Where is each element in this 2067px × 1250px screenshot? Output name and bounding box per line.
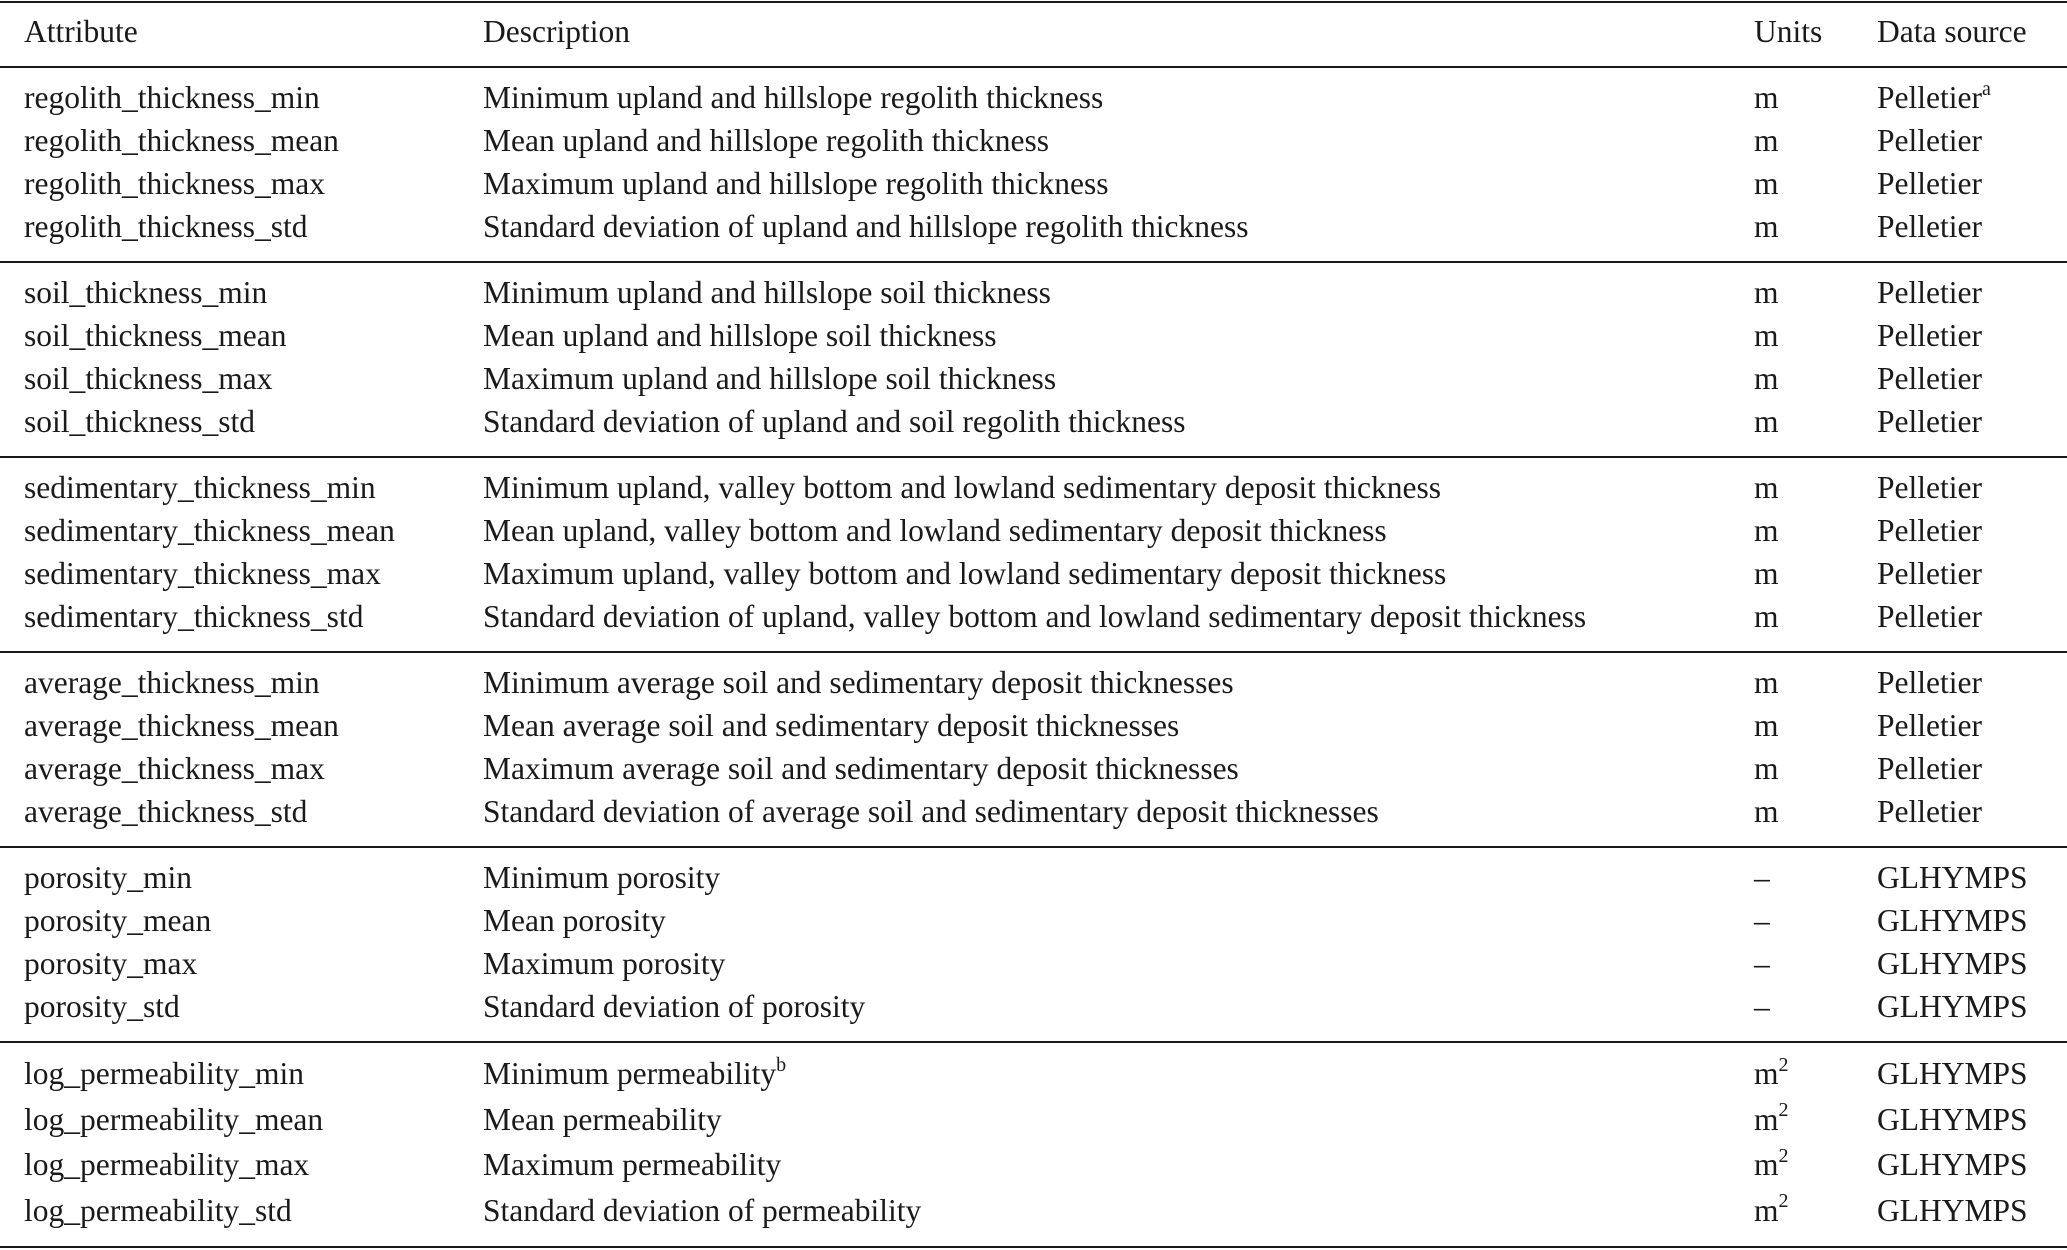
cell-units [1754,512,1779,550]
cell-description [483,274,1051,312]
cell-attribute [24,1055,304,1093]
cell-units-text: m [1754,513,1779,548]
group-divider-rule [0,261,2067,263]
cell-description [483,1146,781,1184]
cell-units [1754,1101,1789,1139]
cell-units [1754,902,1770,940]
cell-attribute-text: porosity_mean [24,903,212,938]
cell-description [483,122,1049,160]
cell-units-text: m [1754,1147,1779,1182]
cell-units-text: m [1754,166,1779,201]
cell-description-text: Maximum upland, valley bottom and lowland sedimentary deposit thickness [483,556,1447,591]
cell-units-text: m [1754,794,1779,829]
cell-source-text: GLHYMPS [1877,903,2028,938]
bottom-rule [0,1246,2067,1248]
cell-units [1754,79,1779,117]
cell-units-text: m [1754,665,1779,700]
cell-attribute [24,403,255,441]
cell-attribute-text: porosity_min [24,860,193,895]
cell-description-text: Mean average soil and sedimentary deposit thicknesses [483,708,1180,743]
cell-units-text: m [1754,80,1779,115]
cell-description [483,1192,921,1230]
cell-units-text: m [1754,404,1779,439]
cell-attribute [24,208,307,246]
cell-description [483,707,1179,745]
cell-units [1754,859,1770,897]
cell-attribute-text: average_thickness_min [24,665,320,700]
header-rule [0,66,2067,68]
cell-description-text: Mean upland and hillslope regolith thickness [483,123,1050,158]
cell-description [483,793,1379,831]
cell-description-text: Standard deviation of porosity [483,989,866,1024]
cell-source [1877,1192,2028,1230]
cell-description-text: Standard deviation of upland and hillslope regolith thickness [483,209,1249,244]
cell-source-text: Pelletier [1877,751,1982,786]
cell-description-text: Maximum upland and hillslope regolith thickness [483,166,1109,201]
cell-units [1754,1192,1789,1230]
cell-units-text: – [1754,903,1770,938]
cell-source [1877,598,1982,636]
cell-source [1877,469,1982,507]
cell-attribute-text: regolith_thickness_min [24,80,320,115]
cell-units [1754,317,1779,355]
cell-source [1877,750,1982,788]
cell-attribute-text: porosity_max [24,946,198,981]
cell-source-text: GLHYMPS [1877,1056,2028,1091]
cell-description-text: Minimum porosity [483,860,721,895]
cell-description-text: Maximum average soil and sedimentary deposit thicknesses [483,751,1239,786]
cell-units-text: m [1754,209,1779,244]
cell-attribute-text: log_permeability_min [24,1056,304,1091]
cell-source-text: Pelletier [1877,80,1982,115]
cell-source-text: Pelletier [1877,209,1982,244]
cell-description-text: Mean upland and hillslope soil thickness [483,318,997,353]
cell-units [1754,988,1770,1026]
cell-attribute [24,79,320,117]
cell-source [1877,360,1982,398]
cell-units-superscript: 2 [1778,1144,1789,1167]
cell-description [483,360,1056,398]
cell-description-superscript: b [776,1053,787,1076]
cell-description-text: Maximum upland and hillslope soil thickness [483,361,1057,396]
cell-units [1754,403,1779,441]
cell-units-superscript: 2 [1778,1099,1789,1121]
cell-units-superscript: 2 [1778,1053,1789,1076]
cell-source [1877,902,2028,940]
cell-description [483,902,666,940]
cell-attribute [24,598,363,636]
cell-units [1754,165,1779,203]
cell-description [483,403,1186,441]
cell-units [1754,707,1779,745]
cell-units [1754,750,1779,788]
cell-units [1754,598,1779,636]
cell-source [1877,664,1982,702]
cell-attribute [24,945,197,983]
cell-attribute [24,317,286,355]
cell-units-text: m [1754,275,1779,310]
cell-source-text: Pelletier [1877,470,1982,505]
cell-attribute [24,512,395,550]
cell-source-text: Pelletier [1877,556,1982,591]
cell-description [483,79,1103,117]
cell-description-text: Maximum permeability [483,1147,782,1182]
cell-attribute [24,122,339,160]
cell-attribute-text: sedimentary_thickness_min [24,470,376,505]
cell-units-text: m [1754,123,1779,158]
cell-attribute [24,165,325,203]
cell-attribute [24,793,307,831]
cell-description [483,555,1446,593]
cell-units-superscript: 2 [1778,1190,1789,1212]
cell-source [1877,707,1982,745]
cell-attribute-text: sedimentary_thickness_max [24,556,381,591]
cell-description-text: Mean porosity [483,903,666,938]
top-rule [0,1,2067,3]
cell-description-text: Minimum upland and hillslope regolith thickness [483,80,1104,115]
cell-attribute-text: average_thickness_std [24,794,308,829]
cell-description [483,988,865,1026]
cell-source-text: Pelletier [1877,794,1982,829]
cell-description-text: Standard deviation of average soil and sedimentary deposit thicknesses [483,794,1379,829]
cell-units [1754,1055,1789,1093]
group-divider-rule [0,846,2067,848]
cell-attribute [24,902,211,940]
cell-description [483,208,1248,246]
cell-description [483,512,1387,550]
cell-units [1754,122,1779,160]
cell-description [483,1101,722,1139]
cell-source [1877,122,1982,160]
cell-attribute [24,664,320,702]
cell-units-text: m [1754,1101,1779,1137]
cell-description [483,1055,786,1093]
cell-units-text: m [1754,751,1779,786]
cell-source [1877,317,1982,355]
cell-attribute-text: sedimentary_thickness_std [24,599,364,634]
cell-description [483,945,725,983]
cell-attribute [24,1101,323,1139]
cell-units [1754,469,1779,507]
cell-attribute [24,1192,292,1230]
cell-attribute-text: average_thickness_max [24,751,325,786]
cell-source [1877,859,2028,897]
cell-description [483,598,1586,636]
cell-description [483,317,997,355]
cell-units-text: m [1754,1056,1779,1091]
cell-source-text: GLHYMPS [1877,1192,2028,1228]
cell-description [483,664,1234,702]
cell-source-text: Pelletier [1877,599,1982,634]
cell-attribute-text: regolith_thickness_mean [24,123,339,158]
cell-description [483,469,1441,507]
cell-units-text: – [1754,860,1770,895]
header-description: Description [483,14,630,49]
cell-source [1877,1055,2028,1093]
group-divider-rule [0,651,2067,653]
cell-attribute-text: regolith_thickness_std [24,209,308,244]
cell-attribute [24,750,325,788]
cell-description-text: Mean upland, valley bottom and lowland sedimentary deposit thickness [483,513,1387,548]
cell-attribute [24,274,267,312]
cell-source-text: Pelletier [1877,361,1982,396]
cell-source-text: Pelletier [1877,166,1982,201]
cell-attribute-text: sedimentary_thickness_mean [24,513,395,548]
cell-attribute-text: regolith_thickness_max [24,166,325,201]
cell-units [1754,793,1779,831]
cell-units-text: – [1754,946,1770,981]
cell-description [483,165,1109,203]
cell-attribute-text: average_thickness_mean [24,708,339,743]
cell-source [1877,945,2028,983]
cell-description [483,859,720,897]
cell-description-text: Minimum permeability [483,1056,777,1091]
cell-attribute-text: soil_thickness_std [24,404,256,439]
cell-description-text: Standard deviation of upland and soil regolith thickness [483,404,1186,439]
cell-description-text: Maximum porosity [483,946,726,981]
cell-description-text: Minimum upland and hillslope soil thickness [483,275,1051,310]
cell-attribute-text: porosity_std [24,989,180,1024]
cell-source [1877,793,1982,831]
cell-description-text: Minimum average soil and sedimentary deposit thicknesses [483,665,1234,700]
cell-units [1754,208,1779,246]
cell-source [1877,165,1982,203]
cell-attribute [24,988,180,1026]
cell-source-text: GLHYMPS [1877,1101,2028,1137]
cell-attribute-text: log_permeability_mean [24,1101,324,1137]
cell-attribute [24,1146,309,1184]
cell-source [1877,988,2028,1026]
cell-source [1877,512,1982,550]
cell-source [1877,403,1982,441]
cell-units-text: m [1754,556,1779,591]
cell-source-text: GLHYMPS [1877,860,2028,895]
header-units: Units [1754,14,1823,49]
cell-attribute-text: log_permeability_max [24,1147,310,1182]
cell-units [1754,664,1779,702]
cell-attribute [24,555,381,593]
cell-description [483,750,1239,788]
cell-units-text: – [1754,989,1770,1024]
cell-units [1754,274,1779,312]
cell-source-superscript: a [1981,77,1991,100]
header-source: Data source [1877,14,2027,49]
cell-source-text: Pelletier [1877,404,1982,439]
cell-attribute [24,859,192,897]
cell-units-text: m [1754,708,1779,743]
cell-units-text: m [1754,361,1779,396]
group-divider-rule [0,1041,2067,1043]
cell-source [1877,274,1982,312]
cell-attribute-text: soil_thickness_mean [24,318,287,353]
cell-description-text: Minimum upland, valley bottom and lowland sedimentary deposit thickness [483,470,1441,505]
cell-source [1877,1101,2028,1139]
cell-description-text: Standard deviation of upland, valley bottom and lowland sedimentary deposit thickness [483,599,1587,634]
cell-source-text: GLHYMPS [1877,1147,2028,1182]
cell-source [1877,79,1991,117]
cell-attribute [24,469,376,507]
cell-source-text: Pelletier [1877,318,1982,353]
cell-source-text: Pelletier [1877,708,1982,743]
cell-source [1877,1146,2028,1184]
cell-units-text: m [1754,470,1779,505]
cell-source-text: GLHYMPS [1877,989,2028,1024]
cell-source-text: Pelletier [1877,513,1982,548]
cell-source-text: Pelletier [1877,665,1982,700]
cell-description-text: Standard deviation of permeability [483,1192,922,1228]
cell-units-text: m [1754,318,1779,353]
cell-attribute-text: soil_thickness_min [24,275,268,310]
cell-source [1877,555,1982,593]
cell-units [1754,1146,1789,1184]
cell-source-text: Pelletier [1877,123,1982,158]
cell-units [1754,555,1779,593]
cell-units [1754,360,1779,398]
cell-attribute [24,707,339,745]
cell-attribute [24,360,272,398]
cell-attribute-text: soil_thickness_max [24,361,273,396]
header-attribute: Attribute [24,14,138,49]
cell-units-text: m [1754,599,1779,634]
cell-description-text: Mean permeability [483,1101,722,1137]
cell-source-text: Pelletier [1877,275,1982,310]
cell-source-text: GLHYMPS [1877,946,2028,981]
cell-source [1877,208,1982,246]
cell-attribute-text: log_permeability_std [24,1192,292,1228]
cell-units-text: m [1754,1192,1779,1228]
group-divider-rule [0,456,2067,458]
cell-units [1754,945,1770,983]
